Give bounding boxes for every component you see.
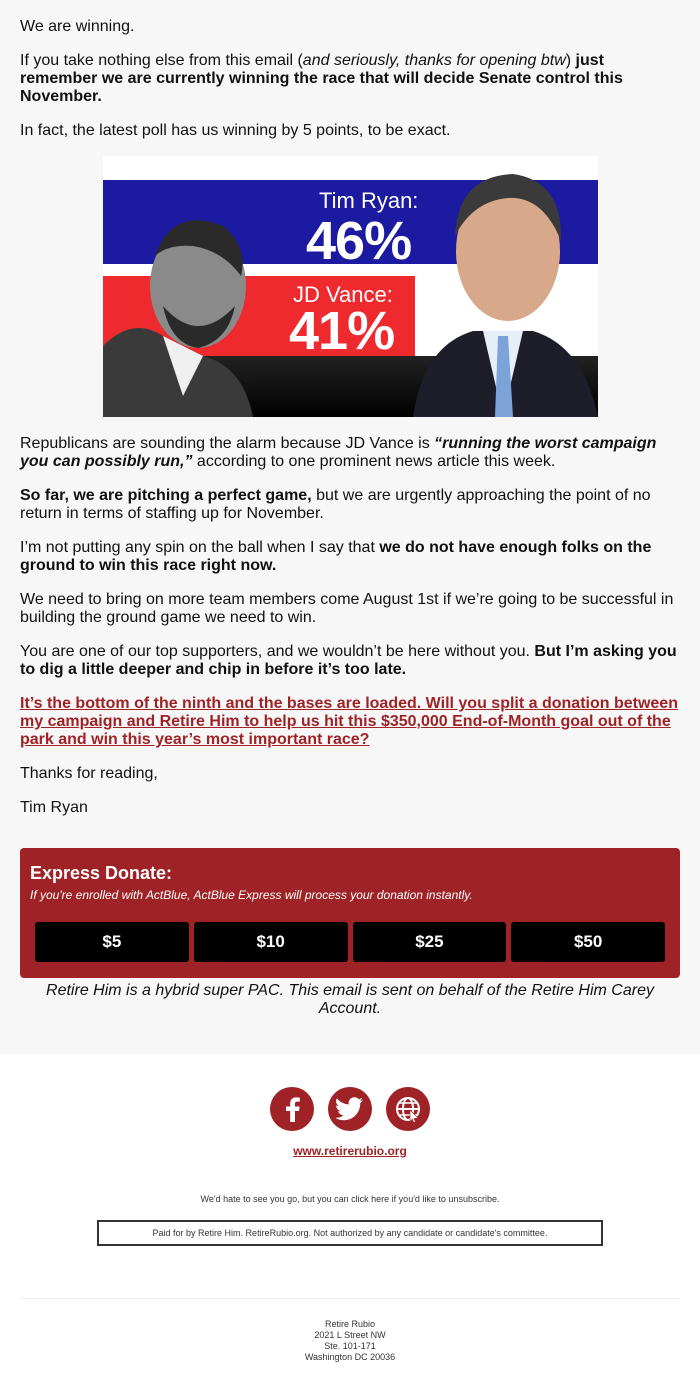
footer [0,1054,700,1397]
poll-name-vance: JD Vance: [293,282,393,307]
address-line-1: Retire Rubio [324,1319,376,1329]
intro-paragraph-3: In fact, the latest poll has us winning by 5 points, to be exact. [20,122,451,139]
intro-p2-bold: just remember we are currently winning the race that will decide Senate control this November. [20,52,623,105]
pac-disclaimer: Retire Him is a hybrid super PAC. This email is sent on behalf of the Retire Him Carey Account. [46,982,654,1017]
donate-25-button[interactable]: $25 [353,922,507,962]
donate-10-button[interactable]: $10 [194,922,348,962]
social-links [0,1054,700,1131]
paid-for-notice: Paid for by Retire Him. RetireRubio.org. Not authorized by any candidate or candidate's committee. [97,1220,603,1246]
intro-p2-text: If you take nothing else from this email ( [20,52,303,69]
thanks-text: Thanks for reading, [20,765,158,782]
donation-amounts [30,922,665,962]
site-link[interactable]: www.retirerubio.org [293,1144,407,1158]
donation-cta-link[interactable]: It’s the bottom of the ninth and the bases are loaded. Will you split a donation between my campaign and Retire Him to help us hit this $350,000 End-of-Month goal out of the park and win this year’s most important race? [20,695,678,748]
intro-paragraph-1: We are winning. [20,18,135,35]
p4-text: Republicans are sounding the alarm because JD Vance is [20,435,435,452]
address-line-4: Washington DC 20036 [304,1352,396,1362]
express-donate-title: Express Donate: [30,863,173,883]
donate-50-button[interactable]: $50 [511,922,665,962]
twitter-icon[interactable] [328,1087,372,1131]
web-icon[interactable] [386,1087,430,1131]
tim-ryan-photo [403,156,598,417]
body-paragraph-7: We need to bring on more team members come August 1st if we’re going to be successful in building the ground game we need to win. [20,591,674,626]
donate-5-button[interactable]: $5 [35,922,189,962]
p4-quote: “running the worst campaign you can possibly run,” [20,435,657,470]
signature: Tim Ryan [20,799,88,816]
intro-paragraph-2 [20,52,680,106]
mailing-address [0,1319,700,1363]
footer-divider [21,1298,679,1299]
address-line-2: 2021 L Street NW [314,1330,386,1340]
address-line-3: Ste. 101-171 [324,1341,376,1351]
poll-name-ryan: Tim Ryan: [319,188,419,213]
poll-pct-ryan: 46% [306,211,412,271]
facebook-icon[interactable] [270,1087,314,1131]
p8-bold: But I’m asking you to dig a little deeper and chip in before it’s too late. [20,643,677,678]
p4-text-b: according to one prominent news article this week. [192,453,556,470]
body-paragraph-4 [20,435,680,471]
intro-p2-text-b: ) [565,52,576,69]
intro-p2-italic: and seriously, thanks for opening btw [302,52,566,69]
express-donate-subtitle: If you're enrolled with ActBlue, ActBlue Express will process your donation instantly. [30,888,473,902]
p8-text: You are one of our top supporters, and we wouldn’t be here without you. [20,643,535,660]
body-paragraph-6 [20,539,680,575]
p6-bold: we do not have enough folks on the ground to win this race right now. [20,539,652,574]
p5-text: but we are urgently approaching the point of no return in terms of staffing up for November. [20,487,651,522]
p6-text: I’m not putting any spin on the ball when I say that [20,539,380,556]
poll-graphic [103,156,598,417]
p5-bold: So far, we are pitching a perfect game, [20,487,312,504]
express-donate-box [20,848,680,978]
poll-pct-vance: 41% [289,301,395,361]
unsubscribe-text[interactable]: We'd hate to see you go, but you can click here if you'd like to unsubscribe. [200,1194,500,1204]
jd-vance-photo [103,196,263,417]
body-paragraph-5 [20,487,680,523]
body-paragraph-8 [20,643,680,679]
